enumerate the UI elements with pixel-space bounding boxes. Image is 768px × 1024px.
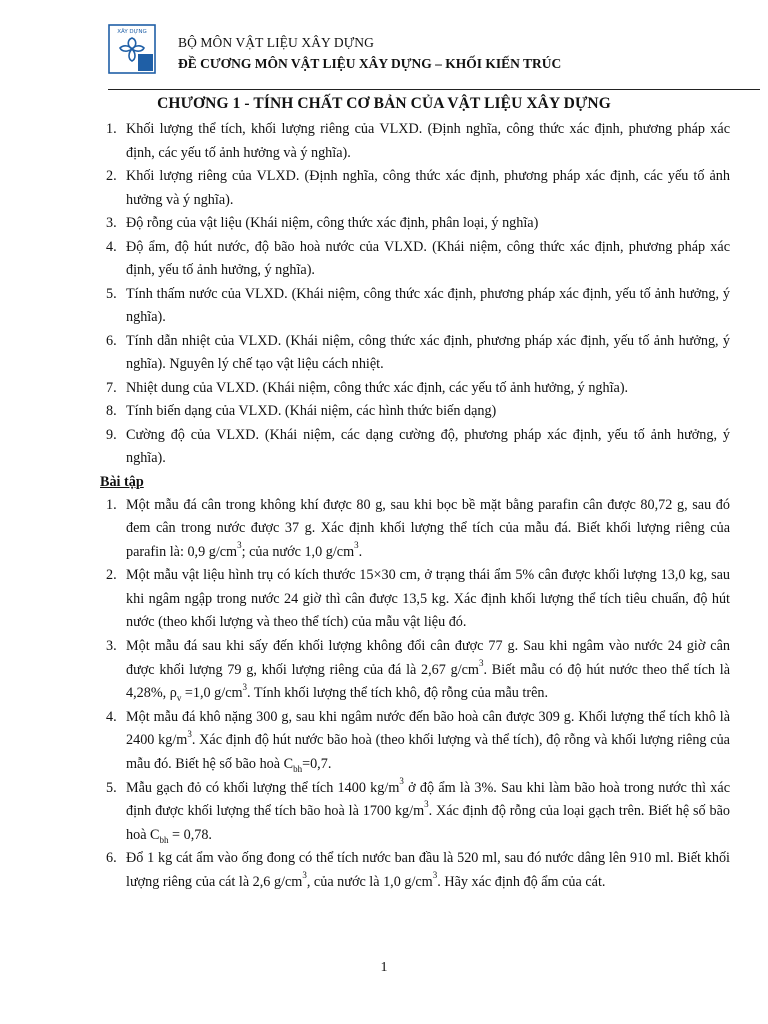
exercise-number: 6. bbox=[106, 850, 117, 867]
question-item bbox=[0, 283, 768, 330]
course-title: ĐỀ CƯƠNG MÔN VẬT LIỆU XÂY DỰNG – KHỐI KIẾN TRÚC bbox=[178, 56, 562, 71]
text-run: Một mẫu đá sau khi sấy đến khối lượng không đổi cân được 77 g. Sau khi ngâm vào nước 24 giờ cân được khối lượng 79 g, khối lượng riêng của đá là 2,67 g/cm bbox=[126, 638, 730, 678]
exercise-list bbox=[0, 494, 768, 895]
question-text: Độ rỗng của vật liệu (Khái niệm, công thức xác định, phân loại, ý nghĩa) bbox=[126, 215, 539, 231]
exercises-heading: Bài tập bbox=[100, 473, 144, 490]
question-text: Khối lượng thể tích, khối lượng riêng của VLXD. (Định nghĩa, công thức xác định, phương pháp xác định, các yếu tố ảnh hưởng và ý nghĩa). bbox=[126, 121, 730, 161]
question-item bbox=[0, 236, 768, 283]
exercise-text bbox=[126, 497, 730, 560]
exercise-text bbox=[126, 850, 730, 890]
question-text: Tính thấm nước của VLXD. (Khái niệm, công thức xác định, phương pháp xác định, yếu tố ảnh hưởng, ý nghĩa). bbox=[126, 285, 730, 325]
text-run: , của nước là 1,0 g/cm bbox=[306, 874, 433, 890]
text-run: ở độ ẩm là 3%. Sau khi làm bão hoà trong nước thì xác định được khối lượng thể tích bão hoà là 1700 kg/m bbox=[126, 779, 730, 820]
superscript: 3 bbox=[432, 870, 438, 881]
logo-emblem-icon bbox=[108, 24, 156, 74]
text-run: . Xác định độ rỗng của loại gạch trên. Biết hệ số bão hoà C bbox=[126, 803, 730, 843]
question-number: 6. bbox=[106, 332, 117, 349]
exercise-item bbox=[0, 777, 768, 848]
text-run: . Xác định độ hút nước bão hoà (theo khối lượng và thể tích), độ rỗng và khối lượng riêng của mẫu đó. Biết hệ số bão hoà C bbox=[126, 732, 730, 773]
question-number: 2. bbox=[106, 168, 117, 184]
page-number: 1 bbox=[380, 960, 388, 975]
text-run: . Hãy xác định độ ẩm của cát. bbox=[437, 874, 606, 890]
exercise-number: 4. bbox=[106, 708, 117, 725]
question-item bbox=[0, 424, 768, 471]
exercise-number: 5. bbox=[106, 779, 117, 796]
question-item bbox=[0, 165, 768, 212]
question-list bbox=[0, 118, 768, 471]
question-item bbox=[0, 377, 768, 401]
document-header bbox=[108, 24, 760, 90]
superscript: 3 bbox=[302, 870, 307, 881]
text-run: ; của nước 1,0 g/cm bbox=[241, 543, 355, 560]
chapter-title: CHƯƠNG 1 - TÍNH CHẤT CƠ BẢN CỦA VẬT LIỆU XÂY DỰNG bbox=[157, 95, 611, 112]
superscript: 3 bbox=[354, 539, 359, 550]
question-number: 1. bbox=[106, 121, 117, 137]
question-number: 3. bbox=[106, 215, 117, 231]
question-item bbox=[0, 118, 768, 165]
exercise-text bbox=[126, 775, 730, 845]
text-run: Mẫu gạch đỏ có khối lượng thể tích 1400 kg/m bbox=[126, 779, 400, 796]
subscript: bh bbox=[159, 834, 169, 845]
question-number: 7. bbox=[106, 379, 117, 396]
question-number: 4. bbox=[106, 238, 117, 255]
superscript: 3 bbox=[478, 657, 484, 668]
question-text: Cường độ của VLXD. (Khái niệm, các dạng cường độ, phương pháp xác định, yếu tố ảnh hưởng, ý nghĩa). bbox=[126, 426, 730, 466]
svg-text:XÂY DỰNG: XÂY DỰNG bbox=[117, 29, 147, 35]
question-item bbox=[0, 400, 768, 424]
superscript: 3 bbox=[242, 681, 248, 692]
question-item bbox=[0, 212, 768, 236]
exercise-text bbox=[126, 638, 730, 704]
text-run: Một mẫu vật liệu hình trụ có kích thước 15×30 cm, ở trạng thái ẩm 5% cân được khối lượng 13,0 kg, sau khi ngâm ngập trong nước 24 giờ thì cân được 13,5 kg. Xác định khối lượng thể tích tiêu chuẩn, độ hút nước (theo khối lượng và theo thể tích) của mẫu vật liệu đó. bbox=[126, 567, 730, 631]
exercise-item bbox=[0, 494, 768, 565]
text-run: Một mẫu đá cân trong không khí được 80 g, sau khi bọc bề mặt bằng parafin cân được 80,72 g, sau đó đem cân trong nước được 37 g. Xác định khối lượng thể tích của mẫu đá. Biết khối lượng riêng của parafin là: 0,9 g/cm bbox=[126, 496, 730, 560]
question-item bbox=[0, 330, 768, 377]
exercise-item bbox=[0, 706, 768, 777]
subscript: bh bbox=[293, 763, 303, 774]
text-run: =1,0 g/cm bbox=[181, 685, 243, 702]
exercise-item bbox=[0, 564, 768, 635]
question-number: 9. bbox=[106, 426, 117, 443]
exercise-item bbox=[0, 847, 768, 894]
superscript: 3 bbox=[424, 799, 429, 810]
superscript: 3 bbox=[399, 775, 404, 786]
text-run: = 0,78. bbox=[168, 826, 212, 843]
superscript: 3 bbox=[187, 728, 192, 739]
superscript: 3 bbox=[237, 539, 242, 550]
exercise-text bbox=[126, 709, 730, 772]
text-run: . bbox=[358, 543, 363, 560]
text-run: . Tính khối lượng thể tích khô, độ rỗng của mẫu trên. bbox=[247, 685, 549, 702]
department-name: BỘ MÔN VẬT LIỆU XÂY DỰNG bbox=[178, 35, 374, 50]
exercise-number: 2. bbox=[106, 567, 117, 584]
exercise-item bbox=[0, 635, 768, 706]
question-text: Nhiệt dung của VLXD. (Khái niệm, công thức xác định, các yếu tố ảnh hưởng, ý nghĩa). bbox=[126, 379, 629, 396]
exercise-text bbox=[126, 567, 730, 630]
text-run: Đổ 1 kg cát ẩm vào ống đong có thể tích nước ban đầu là 520 ml, sau đó nước dâng lên 910 ml. Biết khối lượng riêng của cát là 2,6 g/cm bbox=[126, 850, 730, 890]
subscript: v bbox=[176, 693, 182, 704]
university-logo bbox=[108, 24, 156, 74]
question-text: Độ ẩm, độ hút nước, độ bão hoà nước của VLXD. (Khái niệm, công thức xác định, phương pháp xác định, yếu tố ảnh hưởng, ý nghĩa). bbox=[126, 238, 730, 278]
question-text: Tính biến dạng của VLXD. (Khái niệm, các hình thức biến dạng) bbox=[126, 403, 497, 419]
text-run: Một mẫu đá khô nặng 300 g, sau khi ngâm nước đến bão hoà cân được 309 g. Khối lượng thể tích khô là 2400 kg/m bbox=[126, 708, 730, 749]
question-text: Khối lượng riêng của VLXD. (Định nghĩa, công thức xác định, phương pháp xác định, các yếu tố ảnh hưởng và ý nghĩa). bbox=[126, 168, 730, 208]
question-number: 5. bbox=[106, 285, 117, 302]
question-number: 8. bbox=[106, 403, 117, 419]
header-divider bbox=[108, 89, 760, 90]
text-run: =0,7. bbox=[302, 756, 332, 773]
question-text: Tính dẫn nhiệt của VLXD. (Khái niệm, công thức xác định, phương pháp xác định, yếu tố ảnh hưởng, ý nghĩa). Nguyên lý chế tạo vật liệu cách nhiệt. bbox=[126, 332, 730, 372]
exercise-number: 3. bbox=[106, 638, 117, 655]
text-run: . Biết mẫu có độ hút nước theo thể tích là 4,28%, ρ bbox=[126, 661, 730, 702]
document-body bbox=[0, 118, 768, 895]
exercise-number: 1. bbox=[106, 496, 117, 513]
